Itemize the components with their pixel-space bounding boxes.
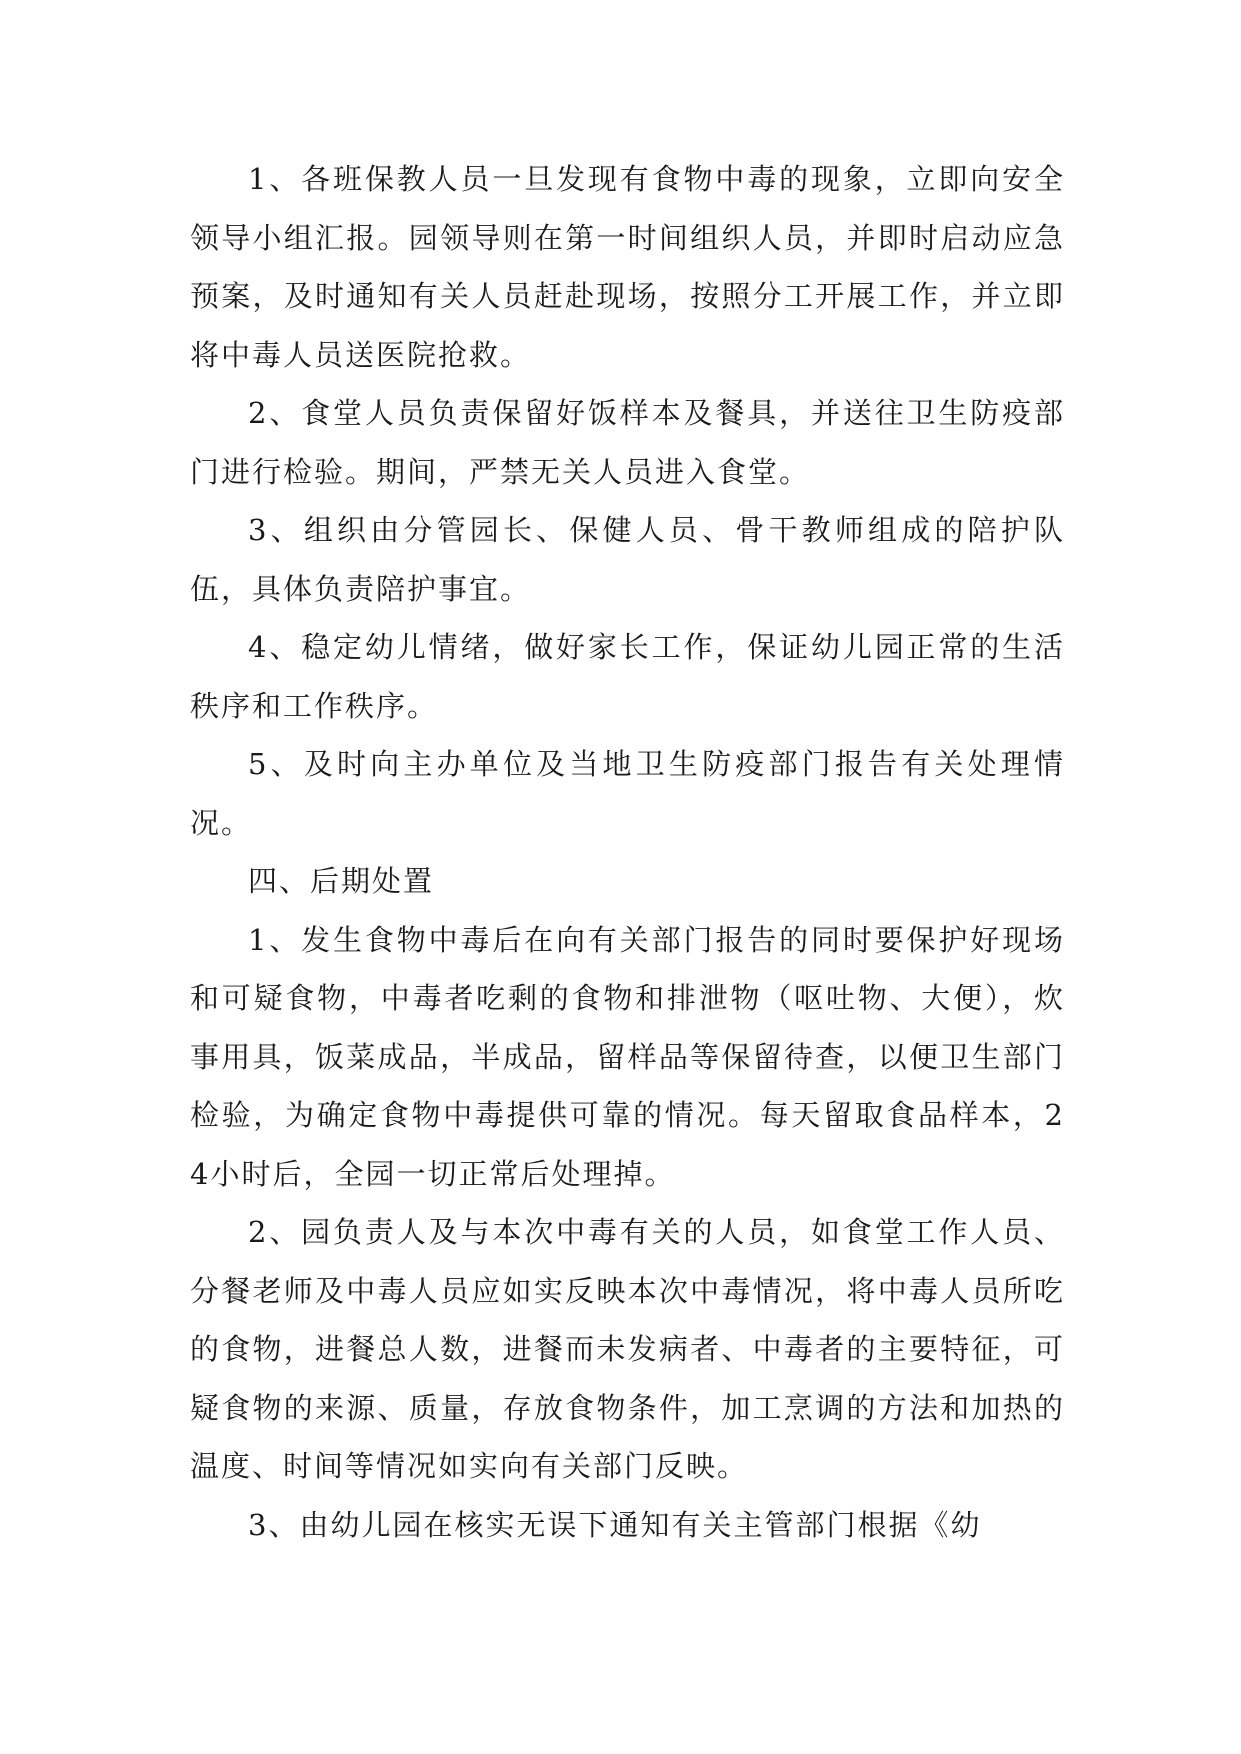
section-heading: 四、后期处置 — [248, 864, 435, 898]
paragraph-4: 4、稳定幼儿情绪，做好家长工作，保证幼儿园正常的生活秩序和工作秩序。 — [190, 630, 1065, 723]
paragraph-5: 5、及时向主办单位及当地卫生防疫部门报告有关处理情况。 — [190, 747, 1065, 840]
paragraph-2: 2、食堂人员负责保留好饭样本及餐具，并送往卫生防疫部门进行检验。期间，严禁无关人员进入食堂。 — [190, 396, 1065, 489]
paragraph-8: 3、由幼儿园在核实无误下通知有关主管部门根据《幼 — [248, 1507, 982, 1542]
paragraph-6: 1、发生食物中毒后在向有关部门报告的同时要保护好现场和可疑食物，中毒者吃剩的食物和排泄物（呕吐物、大便），炊事用具，饭菜成品，半成品，留样品等保留待查，以便卫生部门检验，为确定食物中毒提供可靠的情况。每天留取食品样本，24小时后，全园一切正常后处理掉。 — [190, 922, 1065, 1191]
paragraph-3: 3、组织由分管园长、保健人员、骨干教师组成的陪护队伍，具体负责陪护事宜。 — [190, 513, 1065, 606]
paragraph-7: 2、园负责人及与本次中毒有关的人员，如食堂工作人员、分餐老师及中毒人员应如实反映本次中毒情况，将中毒人员所吃的食物，进餐总人数，进餐而未发病者、中毒者的主要特征，可疑食物的来源、质量，存放食物条件，加工烹调的方法和加热的温度、时间等情况如实向有关部门反映。 — [190, 1215, 1065, 1483]
paragraph-1: 1、各班保教人员一旦发现有食物中毒的现象，立即向安全领导小组汇报。园领导则在第一时间组织人员，并即时启动应急预案，及时通知有关人员赶赴现场，按照分工开展工作，并立即将中毒人员送医院抢救。 — [190, 162, 1065, 372]
document-body — [190, 150, 1065, 1554]
